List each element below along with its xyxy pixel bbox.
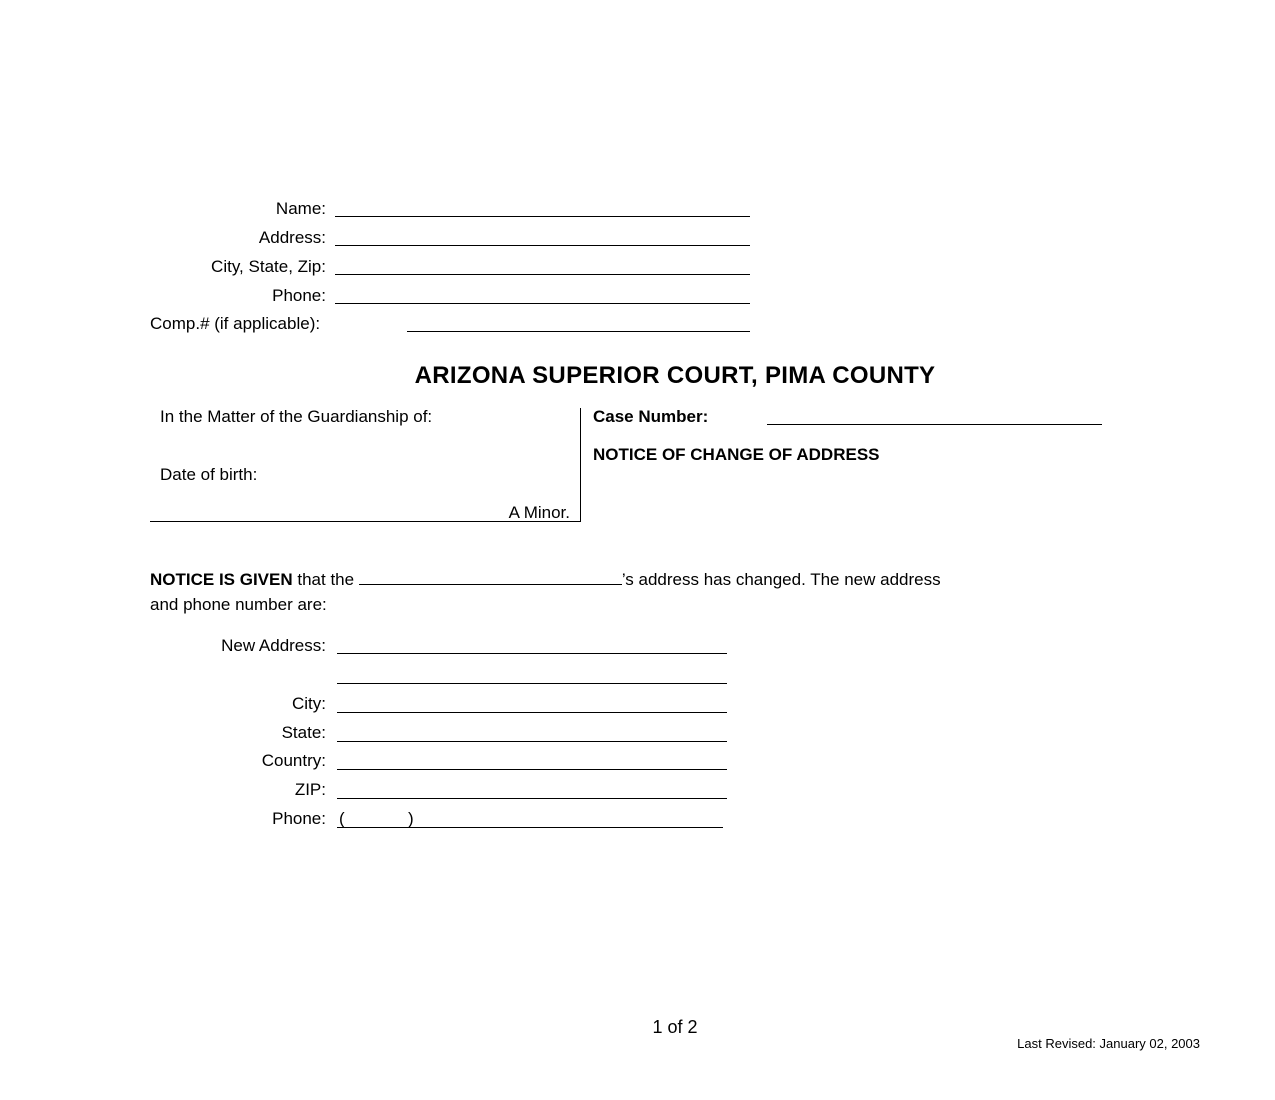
- page-indicator: 1 of 2: [652, 1017, 698, 1037]
- new-phone-field[interactable]: [337, 827, 723, 828]
- phone-field[interactable]: [335, 303, 750, 304]
- case-number-field[interactable]: [767, 424, 1102, 425]
- phone-open-paren: (: [339, 809, 345, 828]
- address-field[interactable]: [335, 245, 750, 246]
- state-label: State:: [281, 723, 326, 742]
- new-address-label: New Address:: [221, 636, 326, 655]
- city-label: City:: [292, 694, 326, 713]
- case-number-label: Case Number:: [593, 407, 709, 426]
- court-title: ARIZONA SUPERIOR COURT, PIMA COUNTY: [414, 362, 936, 389]
- phone-label: Phone:: [272, 286, 326, 305]
- document-title: NOTICE OF CHANGE OF ADDRESS: [593, 445, 880, 464]
- name-label: Name:: [275, 199, 326, 218]
- city-state-zip-field[interactable]: [335, 274, 750, 275]
- country-field[interactable]: [337, 769, 727, 770]
- address-label: Address:: [258, 228, 326, 247]
- country-label: Country:: [261, 751, 326, 770]
- comp-number-field[interactable]: [407, 331, 750, 332]
- last-revised: Last Revised: January 02, 2003: [1017, 1036, 1200, 1051]
- new-address-field-1[interactable]: [337, 653, 727, 654]
- phone-close-paren: ): [408, 809, 414, 828]
- minor-label: A Minor.: [508, 503, 570, 522]
- name-field[interactable]: [335, 216, 750, 217]
- state-field[interactable]: [337, 741, 727, 742]
- matter-label: In the Matter of the Guardianship of:: [160, 407, 433, 426]
- new-address-field-2[interactable]: [337, 683, 727, 684]
- notice-paragraph: [150, 567, 1210, 617]
- caption-divider: [580, 408, 581, 522]
- new-phone-label: Phone:: [272, 809, 326, 828]
- notice-text-after: ’s address has changed. The new address: [621, 570, 941, 589]
- city-state-zip-label: City, State, Zip:: [211, 257, 326, 276]
- notice-text-before: that the: [292, 570, 359, 589]
- notice-lead: NOTICE IS GIVEN: [150, 570, 293, 589]
- dob-label: Date of birth:: [160, 465, 258, 484]
- comp-number-label: Comp.# (if applicable):: [150, 314, 321, 333]
- minor-name-field[interactable]: [150, 521, 581, 522]
- notice-line-2: and phone number are:: [150, 595, 327, 614]
- city-field[interactable]: [337, 712, 727, 713]
- party-name-field[interactable]: [359, 570, 622, 585]
- zip-field[interactable]: [337, 798, 727, 799]
- zip-label: ZIP:: [294, 780, 326, 799]
